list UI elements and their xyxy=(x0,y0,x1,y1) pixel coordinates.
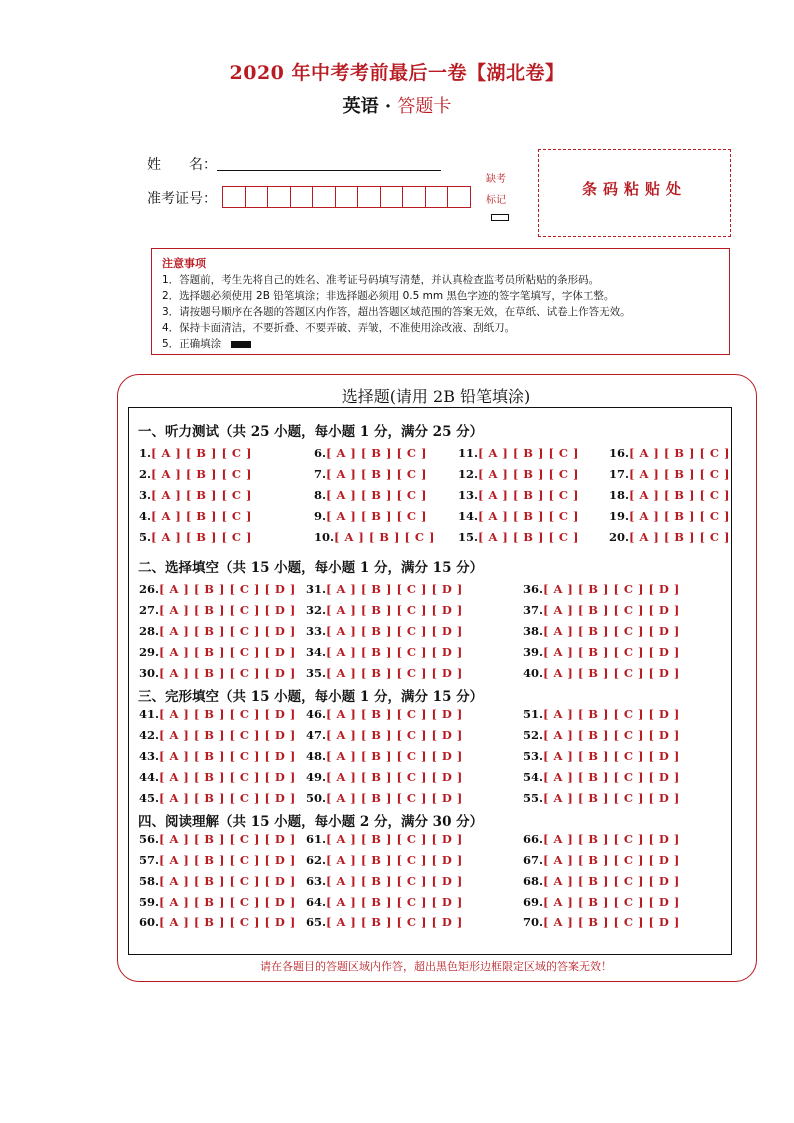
question-37[interactable] xyxy=(523,603,680,617)
question-51[interactable] xyxy=(523,707,680,721)
answer-options[interactable]: [ A ] [ B ] [ C ] xyxy=(326,446,427,460)
question-number: 30. xyxy=(139,666,160,680)
question-number: 37. xyxy=(523,603,544,617)
id-box-group[interactable] xyxy=(222,186,471,208)
answer-options[interactable]: [ A ] [ B ] [ C ] [ D ] xyxy=(543,582,680,596)
notice-item-fill-example xyxy=(162,336,251,351)
notice-item: 4．保持卡面清洁，不要折叠、不要弄破、弄皱，不准使用涂改液、刮纸刀。 xyxy=(162,322,516,334)
answer-options[interactable]: [ A ] [ B ] [ C ] [ D ] xyxy=(543,791,680,805)
question-number: 26. xyxy=(139,582,160,596)
choice-section-title: 选择题(请用 2B 铅笔填涂) xyxy=(341,387,531,406)
question-47[interactable] xyxy=(306,728,463,742)
answer-options[interactable]: [ A ] [ B ] [ C ] [ D ] xyxy=(326,791,463,805)
answer-options[interactable]: [ A ] [ B ] [ C ] [ D ] xyxy=(543,624,680,638)
question-8[interactable] xyxy=(314,488,427,502)
id-label: 准考证号： xyxy=(147,191,217,207)
question-42[interactable] xyxy=(139,728,296,742)
answer-options[interactable]: [ A ] [ B ] [ C ] [ D ] xyxy=(543,832,680,846)
answer-options[interactable]: [ A ] [ B ] [ C ] [ D ] xyxy=(326,707,463,721)
question-3[interactable] xyxy=(139,488,252,502)
question-30[interactable] xyxy=(139,666,296,680)
id-digit-box[interactable] xyxy=(267,186,290,208)
name-input-line[interactable] xyxy=(217,170,441,171)
notice-title: 注意事项 xyxy=(162,257,206,270)
answer-options[interactable]: [ A ] [ B ] [ C ] [ D ] xyxy=(326,603,463,617)
question-number: 47. xyxy=(306,728,327,742)
answer-options[interactable]: [ A ] [ B ] [ C ] [ D ] xyxy=(326,728,463,742)
answer-options[interactable]: [ A ] [ B ] [ C ] [ D ] xyxy=(159,728,296,742)
answer-options[interactable]: [ A ] [ B ] [ C ] xyxy=(151,446,252,460)
question-65[interactable] xyxy=(306,915,463,929)
question-11[interactable] xyxy=(458,446,579,460)
answer-options[interactable]: [ A ] [ B ] [ C ] xyxy=(326,509,427,523)
absent-mark-box[interactable] xyxy=(491,214,509,221)
id-digit-box[interactable] xyxy=(245,186,268,208)
question-number: 39. xyxy=(523,645,544,659)
question-number: 36. xyxy=(523,582,544,596)
section-title-listening: 一、听力测试（共 25 小题，每小题 1 分，满分 25 分） xyxy=(138,424,484,440)
question-69[interactable] xyxy=(523,895,680,909)
answer-options[interactable]: [ A ] [ B ] [ C ] xyxy=(629,446,730,460)
fill-sample-mark xyxy=(231,341,251,348)
answer-options[interactable]: [ A ] [ B ] [ C ] xyxy=(151,467,252,481)
answer-options[interactable]: [ A ] [ B ] [ C ] [ D ] xyxy=(543,666,680,680)
id-digit-box[interactable] xyxy=(402,186,425,208)
answer-options[interactable]: [ A ] [ B ] [ C ] [ D ] xyxy=(159,832,296,846)
answer-options[interactable]: [ A ] [ B ] [ C ] [ D ] xyxy=(326,895,463,909)
question-number: 52. xyxy=(523,728,544,742)
question-20[interactable] xyxy=(609,530,730,544)
id-digit-box[interactable] xyxy=(447,186,471,208)
question-number: 46. xyxy=(306,707,327,721)
question-57[interactable] xyxy=(139,853,296,867)
question-70[interactable] xyxy=(523,915,680,929)
question-62[interactable] xyxy=(306,853,463,867)
id-digit-box[interactable] xyxy=(380,186,403,208)
question-9[interactable] xyxy=(314,509,427,523)
answer-options[interactable]: [ A ] [ B ] [ C ] [ D ] xyxy=(159,582,296,596)
id-digit-box[interactable] xyxy=(335,186,358,208)
question-number: 29. xyxy=(139,645,160,659)
question-31[interactable] xyxy=(306,582,463,596)
question-54[interactable] xyxy=(523,770,680,784)
question-number: 11. xyxy=(458,446,479,460)
absent-mark-label-2: 标记 xyxy=(486,195,506,206)
answer-options[interactable]: [ A ] [ B ] [ C ] [ D ] xyxy=(543,895,680,909)
answer-options[interactable]: [ A ] [ B ] [ C ] [ D ] xyxy=(326,915,463,929)
question-15[interactable] xyxy=(458,530,579,544)
question-68[interactable] xyxy=(523,874,680,888)
question-number: 7. xyxy=(314,467,327,481)
answer-options[interactable]: [ A ] [ B ] [ C ] [ D ] xyxy=(543,603,680,617)
question-38[interactable] xyxy=(523,624,680,638)
question-number: 48. xyxy=(306,749,327,763)
question-41[interactable] xyxy=(139,707,296,721)
answer-options[interactable]: [ A ] [ B ] [ C ] [ D ] xyxy=(543,728,680,742)
answer-options[interactable]: [ A ] [ B ] [ C ] [ D ] xyxy=(159,895,296,909)
question-14[interactable] xyxy=(458,509,579,523)
question-34[interactable] xyxy=(306,645,463,659)
question-40[interactable] xyxy=(523,666,680,680)
answer-options[interactable]: [ A ] [ B ] [ C ] [ D ] xyxy=(326,666,463,680)
question-number: 1. xyxy=(139,446,152,460)
answer-options[interactable]: [ A ] [ B ] [ C ] [ D ] xyxy=(326,853,463,867)
question-number: 51. xyxy=(523,707,544,721)
question-33[interactable] xyxy=(306,624,463,638)
question-5[interactable] xyxy=(139,530,252,544)
question-number: 14. xyxy=(458,509,479,523)
question-number: 66. xyxy=(523,832,544,846)
question-number: 35. xyxy=(306,666,327,680)
section-title-reading: 四、阅读理解（共 15 小题，每小题 2 分，满分 30 分） xyxy=(138,814,484,830)
answer-options[interactable]: [ A ] [ B ] [ C ] xyxy=(326,467,427,481)
answer-options[interactable]: [ A ] [ B ] [ C ] xyxy=(478,488,579,502)
question-number: 50. xyxy=(306,791,327,805)
answer-options[interactable]: [ A ] [ B ] [ C ] xyxy=(151,509,252,523)
answer-options[interactable]: [ A ] [ B ] [ C ] [ D ] xyxy=(159,770,296,784)
question-number: 8. xyxy=(314,488,327,502)
question-27[interactable] xyxy=(139,603,296,617)
question-67[interactable] xyxy=(523,853,680,867)
question-number: 63. xyxy=(306,874,327,888)
answer-options[interactable]: [ A ] [ B ] [ C ] [ D ] xyxy=(543,853,680,867)
question-number: 27. xyxy=(139,603,160,617)
question-number: 32. xyxy=(306,603,327,617)
question-6[interactable] xyxy=(314,446,427,460)
question-number: 49. xyxy=(306,770,327,784)
notice-item: 1．答题前，考生先将自己的姓名、准考证号码填写清楚，并认真检查监考员所粘贴的条形码。 xyxy=(162,274,600,286)
question-16[interactable] xyxy=(609,446,730,460)
question-39[interactable] xyxy=(523,645,680,659)
question-number: 61. xyxy=(306,832,327,846)
notice-item: 3．请按题号顺序在各题的答题区内作答，超出答题区域范围的答案无效，在草纸、试卷上作答无效。 xyxy=(162,306,631,318)
answer-options[interactable]: [ A ] [ B ] [ C ] xyxy=(151,530,252,544)
question-64[interactable] xyxy=(306,895,463,909)
answer-options[interactable]: [ A ] [ B ] [ C ] [ D ] xyxy=(159,853,296,867)
question-number: 5. xyxy=(139,530,152,544)
question-number: 55. xyxy=(523,791,544,805)
question-number: 20. xyxy=(609,530,630,544)
question-number: 58. xyxy=(139,874,160,888)
question-55[interactable] xyxy=(523,791,680,805)
question-32[interactable] xyxy=(306,603,463,617)
question-12[interactable] xyxy=(458,467,579,481)
question-number: 45. xyxy=(139,791,160,805)
question-number: 9. xyxy=(314,509,327,523)
answer-options[interactable]: [ A ] [ B ] [ C ] [ D ] xyxy=(159,791,296,805)
id-digit-box[interactable] xyxy=(290,186,313,208)
answer-options[interactable]: [ A ] [ B ] [ C ] [ D ] xyxy=(159,645,296,659)
question-number: 53. xyxy=(523,749,544,763)
question-number: 56. xyxy=(139,832,160,846)
id-digit-box[interactable] xyxy=(357,186,380,208)
question-18[interactable] xyxy=(609,488,730,502)
answer-options[interactable]: [ A ] [ B ] [ C ] xyxy=(629,530,730,544)
question-29[interactable] xyxy=(139,645,296,659)
question-number: 68. xyxy=(523,874,544,888)
answer-options[interactable]: [ A ] [ B ] [ C ] xyxy=(629,509,730,523)
answer-options[interactable]: [ A ] [ B ] [ C ] xyxy=(478,446,579,460)
question-66[interactable] xyxy=(523,832,680,846)
notice-item: 2．选择题必须使用 2B 铅笔填涂；非选择题必须用 0.5 mm 黑色字迹的签字笔填写，字体工整。 xyxy=(162,290,615,302)
question-number: 33. xyxy=(306,624,327,638)
answer-options[interactable]: [ A ] [ B ] [ C ] [ D ] xyxy=(159,666,296,680)
notice-box xyxy=(151,248,730,355)
answer-options[interactable]: [ A ] [ B ] [ C ] [ D ] xyxy=(326,582,463,596)
question-number: 40. xyxy=(523,666,544,680)
question-number: 69. xyxy=(523,895,544,909)
question-45[interactable] xyxy=(139,791,296,805)
barcode-area xyxy=(538,149,731,237)
question-61[interactable] xyxy=(306,832,463,846)
section-title-grammar: 二、选择填空（共 15 小题，每小题 1 分，满分 15 分） xyxy=(138,560,484,576)
question-48[interactable] xyxy=(306,749,463,763)
answer-options[interactable]: [ A ] [ B ] [ C ] [ D ] xyxy=(159,749,296,763)
answer-options[interactable]: [ A ] [ B ] [ C ] [ D ] xyxy=(543,645,680,659)
answer-options[interactable]: [ A ] [ B ] [ C ] [ D ] xyxy=(159,874,296,888)
id-digit-box[interactable] xyxy=(222,186,245,208)
question-43[interactable] xyxy=(139,749,296,763)
question-number: 31. xyxy=(306,582,327,596)
question-28[interactable] xyxy=(139,624,296,638)
answer-options[interactable]: [ A ] [ B ] [ C ] [ D ] xyxy=(326,832,463,846)
answer-options[interactable]: [ A ] [ B ] [ C ] [ D ] xyxy=(543,707,680,721)
question-number: 2. xyxy=(139,467,152,481)
question-number: 62. xyxy=(306,853,327,867)
question-number: 13. xyxy=(458,488,479,502)
question-17[interactable] xyxy=(609,467,730,481)
answer-options[interactable]: [ A ] [ B ] [ C ] xyxy=(478,467,579,481)
question-number: 19. xyxy=(609,509,630,523)
question-7[interactable] xyxy=(314,467,427,481)
answer-options[interactable]: [ A ] [ B ] [ C ] [ D ] xyxy=(326,749,463,763)
page-title: 2020 年中考考前最后一卷【湖北卷】 xyxy=(229,62,565,84)
question-number: 4. xyxy=(139,509,152,523)
question-number: 12. xyxy=(458,467,479,481)
question-56[interactable] xyxy=(139,832,296,846)
section-title-cloze: 三、完形填空（共 15 小题，每小题 1 分，满分 15 分） xyxy=(138,689,484,705)
question-number: 70. xyxy=(523,915,544,929)
question-number: 65. xyxy=(306,915,327,929)
question-19[interactable] xyxy=(609,509,730,523)
question-number: 38. xyxy=(523,624,544,638)
question-46[interactable] xyxy=(306,707,463,721)
id-digit-box[interactable] xyxy=(312,186,335,208)
question-63[interactable] xyxy=(306,874,463,888)
answer-options[interactable]: [ A ] [ B ] [ C ] xyxy=(326,488,427,502)
question-53[interactable] xyxy=(523,749,680,763)
answer-options[interactable]: [ A ] [ B ] [ C ] [ D ] xyxy=(326,770,463,784)
subtitle-sheet: 答题卡 xyxy=(397,96,452,117)
question-50[interactable] xyxy=(306,791,463,805)
answer-options[interactable]: [ A ] [ B ] [ C ] xyxy=(151,488,252,502)
question-52[interactable] xyxy=(523,728,680,742)
question-number: 10. xyxy=(314,530,335,544)
question-1[interactable] xyxy=(139,446,252,460)
answer-options[interactable]: [ A ] [ B ] [ C ] xyxy=(629,467,730,481)
question-number: 28. xyxy=(139,624,160,638)
question-number: 18. xyxy=(609,488,630,502)
question-number: 43. xyxy=(139,749,160,763)
page-subtitle xyxy=(0,92,794,118)
answer-options[interactable]: [ A ] [ B ] [ C ] [ D ] xyxy=(159,707,296,721)
question-number: 6. xyxy=(314,446,327,460)
question-36[interactable] xyxy=(523,582,680,596)
answer-options[interactable]: [ A ] [ B ] [ C ] [ D ] xyxy=(159,624,296,638)
answer-options[interactable]: [ A ] [ B ] [ C ] [ D ] xyxy=(326,645,463,659)
notice-item-text: 5．正确填涂 xyxy=(162,338,222,350)
question-number: 3. xyxy=(139,488,152,502)
answer-options[interactable]: [ A ] [ B ] [ C ] [ D ] xyxy=(159,603,296,617)
question-10[interactable] xyxy=(314,530,435,544)
question-number: 67. xyxy=(523,853,544,867)
answer-options[interactable]: [ A ] [ B ] [ C ] [ D ] xyxy=(543,749,680,763)
question-2[interactable] xyxy=(139,467,252,481)
question-number: 15. xyxy=(458,530,479,544)
question-13[interactable] xyxy=(458,488,579,502)
question-60[interactable] xyxy=(139,915,296,929)
question-58[interactable] xyxy=(139,874,296,888)
answer-options[interactable]: [ A ] [ B ] [ C ] xyxy=(478,509,579,523)
question-4[interactable] xyxy=(139,509,252,523)
question-number: 60. xyxy=(139,915,160,929)
question-number: 17. xyxy=(609,467,630,481)
question-number: 44. xyxy=(139,770,160,784)
question-number: 57. xyxy=(139,853,160,867)
question-35[interactable] xyxy=(306,666,463,680)
id-digit-box[interactable] xyxy=(425,186,448,208)
question-number: 54. xyxy=(523,770,544,784)
answer-options[interactable]: [ A ] [ B ] [ C ] [ D ] xyxy=(326,874,463,888)
name-label: 姓 名： xyxy=(147,157,217,173)
question-number: 34. xyxy=(306,645,327,659)
question-26[interactable] xyxy=(139,582,296,596)
answer-options[interactable]: [ A ] [ B ] [ C ] [ D ] xyxy=(543,770,680,784)
absent-mark-label-1: 缺考 xyxy=(486,174,506,185)
question-49[interactable] xyxy=(306,770,463,784)
answer-options[interactable]: [ A ] [ B ] [ C ] [ D ] xyxy=(543,874,680,888)
answer-options[interactable]: [ A ] [ B ] [ C ] xyxy=(334,530,435,544)
question-59[interactable] xyxy=(139,895,296,909)
barcode-label: 条码粘贴处 xyxy=(581,180,687,198)
answer-options[interactable]: [ A ] [ B ] [ C ] xyxy=(629,488,730,502)
question-number: 42. xyxy=(139,728,160,742)
question-number: 59. xyxy=(139,895,160,909)
question-44[interactable] xyxy=(139,770,296,784)
question-number: 16. xyxy=(609,446,630,460)
answer-options[interactable]: [ A ] [ B ] [ C ] xyxy=(478,530,579,544)
question-number: 41. xyxy=(139,707,160,721)
subtitle-subject: 英语 · xyxy=(342,96,398,117)
answer-options[interactable]: [ A ] [ B ] [ C ] [ D ] xyxy=(543,915,680,929)
answer-options[interactable]: [ A ] [ B ] [ C ] [ D ] xyxy=(159,915,296,929)
answer-area-warning: 请在各题目的答题区域内作答，超出黑色矩形边框限定区域的答案无效！ xyxy=(260,960,612,973)
answer-options[interactable]: [ A ] [ B ] [ C ] [ D ] xyxy=(326,624,463,638)
question-number: 64. xyxy=(306,895,327,909)
